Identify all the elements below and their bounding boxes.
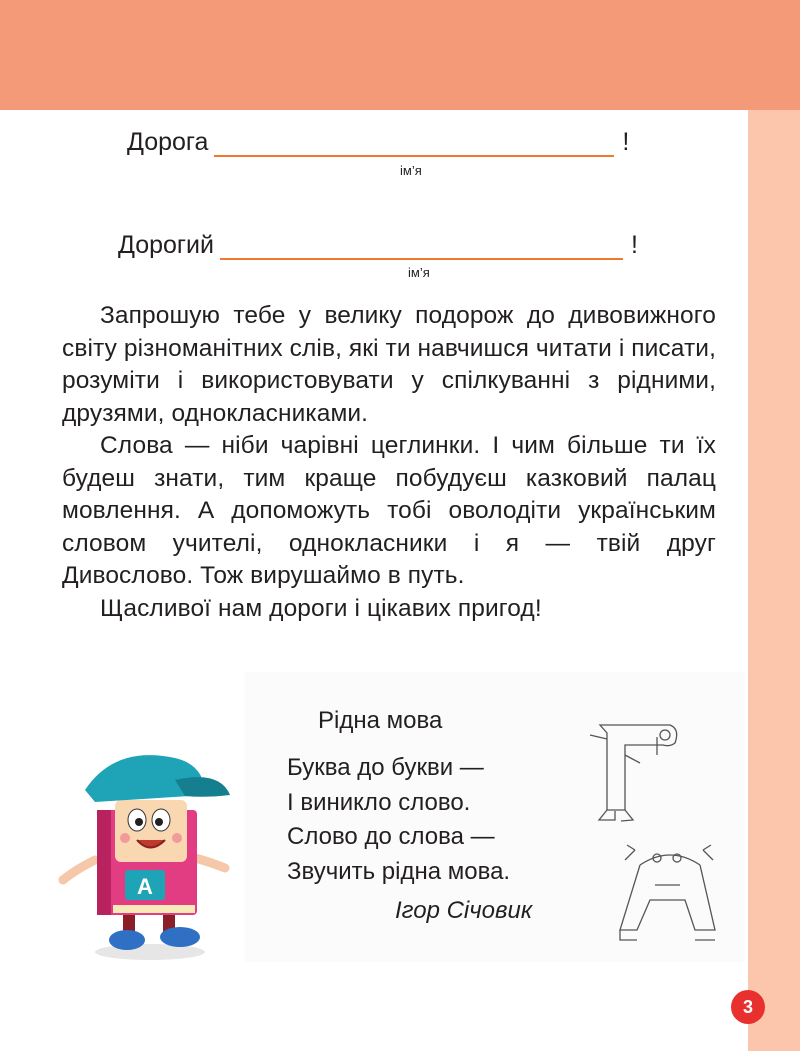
page-number-badge: 3 (731, 990, 765, 1024)
greeting-female (127, 127, 629, 157)
greeting-label: Дорогий (118, 231, 214, 259)
poem-body (287, 751, 510, 889)
letter-character-drawing (615, 840, 725, 950)
greeting-male (118, 230, 638, 260)
poem-line: Слово до слова — (287, 823, 495, 850)
greeting-exclamation: ! (622, 128, 630, 156)
poem-line: Звучить рідна мова. (287, 857, 511, 885)
invitation-text (62, 300, 716, 625)
poem-title: Рідна мова (318, 707, 443, 734)
side-band (748, 110, 800, 1051)
name-blank-line (220, 236, 623, 260)
mascot-book-illustration (55, 740, 235, 965)
letter-character-drawing (585, 715, 685, 830)
paragraph: Щасливої нам дороги і цікавих пригод! (100, 594, 542, 622)
greeting-label: Дорога (127, 128, 209, 156)
poem-author: Ігор Січовик (395, 897, 533, 924)
name-hint: ім’я (408, 265, 430, 280)
book-letter: А (137, 874, 153, 899)
greeting-exclamation: ! (630, 231, 638, 259)
header-band (0, 0, 800, 110)
poem-line: І виникло слово. (287, 788, 471, 816)
paragraph: Запрошую тебе у велику подорож до дивовижного світу різноманітних слів, які ти навчишся читати і писати, розуміти і використовувати у спілкуванні з рідними, друзями, однокласниками. (62, 302, 716, 427)
poem-line: Буква до букви — (287, 754, 484, 781)
name-blank-line (214, 133, 614, 157)
paragraph: Слова — ніби чарівні цеглинки. І чим більше ти їх будеш знати, тим краще побудуєш казковий палац мовлення. А допоможуть тобі оволодіти українським словом учителі, однокласники і я — твій друг Дивослово. Тож вирушаймо в путь. (62, 432, 716, 589)
name-hint: ім’я (400, 163, 422, 178)
